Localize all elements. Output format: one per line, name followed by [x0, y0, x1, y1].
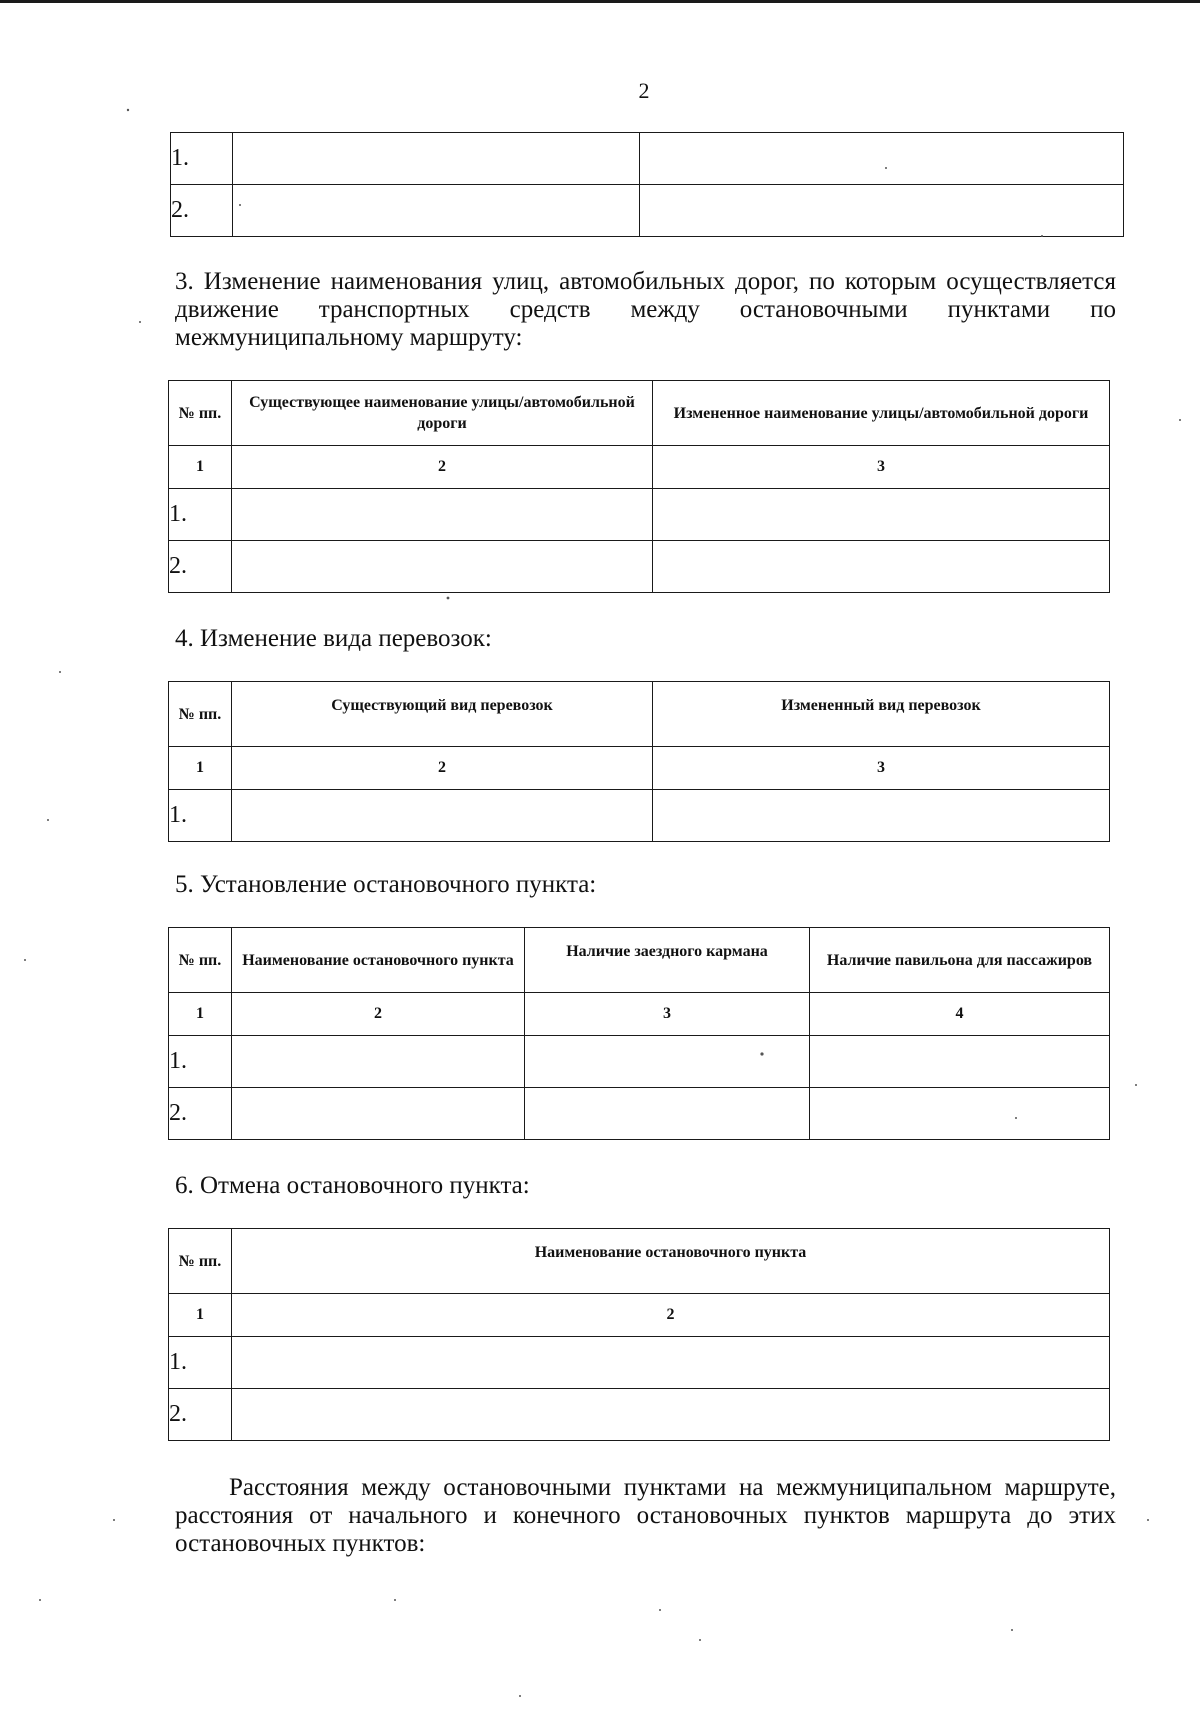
- closing-paragraph: Расстояния между остановочными пунктами на межмуниципальном маршруте, расстояния от начального и конечного остановочных пунктов маршрута до этих остановочных пунктов:: [175, 1474, 1116, 1557]
- table-cell: [232, 1036, 525, 1088]
- column-header: Наличие павильона для пассажиров: [810, 928, 1110, 993]
- table-cell: [640, 133, 1124, 185]
- table-cell: [233, 133, 640, 185]
- table-cell: [232, 541, 653, 593]
- row-number: 2.: [169, 1088, 232, 1140]
- table-transport-type: [168, 681, 1110, 842]
- table-row: [169, 790, 1110, 842]
- table-stop-establishment: [168, 927, 1110, 1140]
- column-header: Существующее наименование улицы/автомобильной дороги: [232, 381, 653, 446]
- table-row: [171, 185, 1124, 237]
- column-header: № пп.: [169, 381, 232, 446]
- table-header-row: [169, 682, 1110, 747]
- table-cell: [810, 1036, 1110, 1088]
- table-cell: [653, 489, 1110, 541]
- column-index: 1: [169, 446, 232, 489]
- table-cell: [232, 1088, 525, 1140]
- column-index: 1: [169, 747, 232, 790]
- column-header: Измененное наименование улицы/автомобильной дороги: [653, 381, 1110, 446]
- column-index: 2: [232, 446, 653, 489]
- table-row: [169, 541, 1110, 593]
- column-header: № пп.: [169, 928, 232, 993]
- table-row: [169, 1036, 1110, 1088]
- table-row: [169, 1389, 1110, 1441]
- column-index: 2: [232, 1294, 1110, 1337]
- section-4-heading: 4. Изменение вида перевозок:: [175, 625, 492, 652]
- row-number: 1.: [169, 489, 232, 541]
- column-header: Существующий вид перевозок: [232, 682, 653, 747]
- table-stop-cancellation: [168, 1228, 1110, 1441]
- column-header: Измененный вид перевозок: [653, 682, 1110, 747]
- table-cell: [232, 489, 653, 541]
- table-index-row: [169, 993, 1110, 1036]
- row-number: 2.: [169, 541, 232, 593]
- table-row: [169, 1337, 1110, 1389]
- column-index: 2: [232, 993, 525, 1036]
- column-index: 3: [653, 747, 1110, 790]
- row-number: 2.: [169, 1389, 232, 1441]
- section-3-heading: 3. Изменение наименования улиц, автомобильных дорог, по которым осуществляется движение транспортных средств между остановочными пунктами по межмуниципальному маршруту:: [175, 268, 1116, 351]
- column-index: 1: [169, 993, 232, 1036]
- column-index: 3: [525, 993, 810, 1036]
- table-street-renaming: [168, 380, 1110, 593]
- table-header-row: [169, 1229, 1110, 1294]
- table-cell: [233, 185, 640, 237]
- section-5-heading: 5. Установление остановочного пункта:: [175, 871, 597, 898]
- table-cell: [810, 1088, 1110, 1140]
- column-header: Наименование остановочного пункта: [232, 1229, 1110, 1294]
- table-header-row: [169, 928, 1110, 993]
- column-index: 3: [653, 446, 1110, 489]
- section-6-heading: 6. Отмена остановочного пункта:: [175, 1172, 530, 1199]
- row-number: 1.: [171, 133, 233, 185]
- column-index: 2: [232, 747, 653, 790]
- top-scan-edge: [0, 0, 1200, 3]
- table-cell: [232, 790, 653, 842]
- table-row: [169, 1088, 1110, 1140]
- column-header: № пп.: [169, 682, 232, 747]
- row-number: 1.: [169, 1036, 232, 1088]
- table-continuation: [170, 132, 1124, 237]
- table-index-row: [169, 446, 1110, 489]
- table-row: [171, 133, 1124, 185]
- table-row: [169, 489, 1110, 541]
- row-number: 1.: [169, 790, 232, 842]
- table-cell: [653, 790, 1110, 842]
- column-header: Наименование остановочного пункта: [232, 928, 525, 993]
- table-index-row: [169, 747, 1110, 790]
- table-cell: [640, 185, 1124, 237]
- table-cell: [525, 1036, 810, 1088]
- column-index: 4: [810, 993, 1110, 1036]
- row-number: 1.: [169, 1337, 232, 1389]
- table-header-row: [169, 381, 1110, 446]
- column-header: № пп.: [169, 1229, 232, 1294]
- table-cell: [232, 1337, 1110, 1389]
- page-number: 2: [638, 78, 650, 103]
- row-number: 2.: [171, 185, 233, 237]
- table-cell: [653, 541, 1110, 593]
- column-index: 1: [169, 1294, 232, 1337]
- table-cell: [232, 1389, 1110, 1441]
- table-index-row: [169, 1294, 1110, 1337]
- table-cell: [525, 1088, 810, 1140]
- column-header: Наличие заездного кармана: [525, 928, 810, 993]
